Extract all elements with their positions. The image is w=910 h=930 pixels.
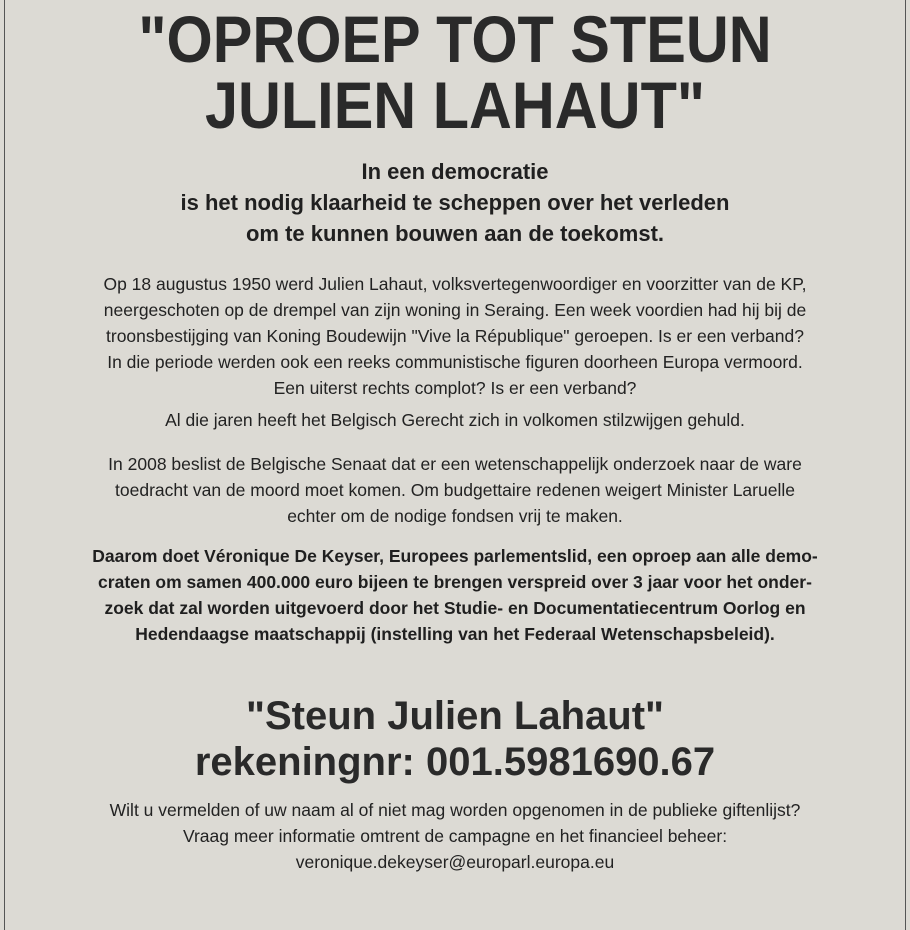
paragraph-line: In die periode werden ook een reeks communistische figuren doorheen Europa vermoord. — [107, 352, 803, 372]
subheading-line: is het nodig klaarheid te scheppen over het verleden — [180, 190, 730, 215]
appeal-line: craten om samen 400.000 euro bijeen te brengen verspreid over 3 jaar voor het onder- — [98, 572, 812, 592]
paragraph-line: In 2008 beslist de Belgische Senaat dat er een wetenschappelijk onderzoek naar de ware — [108, 454, 802, 474]
headline-line: JULIEN LAHAUT" — [204, 68, 706, 142]
contact-email: veronique.dekeyser@europarl.europa.eu — [295, 852, 615, 872]
slogan — [5, 693, 905, 785]
footer-line: Vraag meer informatie omtrent de campagne en het financieel beheer: — [182, 826, 728, 846]
paragraph-line: troonsbestijging van Koning Boudewijn "Vive la République" geroepen. Is er een verband? — [106, 326, 804, 346]
subheading — [5, 156, 905, 249]
advertisement — [4, 0, 906, 930]
subheading-line: om te kunnen bouwen aan de toekomst. — [245, 221, 665, 246]
paragraph-line: neergeschoten op de drempel van zijn woning in Seraing. Een week voordien had hij bij de — [103, 300, 807, 320]
appeal-paragraph — [5, 543, 905, 647]
paragraph-line: toedracht van de moord moet komen. Om budgettaire redenen weigert Minister Laruelle — [115, 480, 795, 500]
paragraph-line: Al die jaren heeft het Belgisch Gerecht zich in volkomen stilzwijgen gehuld. — [165, 410, 745, 430]
footer-line: Wilt u vermelden of uw naam al of niet mag worden opgenomen in de publieke giftenlijst? — [109, 800, 801, 820]
slogan-title: "Steun Julien Lahaut" — [246, 694, 664, 738]
paragraph-line: Op 18 augustus 1950 werd Julien Lahaut, volksvertegenwoordiger en voorzitter van de KP, — [103, 274, 807, 294]
subheading-line: In een democratie — [361, 159, 549, 184]
headline-line: "OPROEP TOT STEUN — [138, 2, 772, 76]
headline — [50, 2, 860, 142]
paragraph-line: Een uiterst rechts complot? Is er een verband? — [273, 378, 637, 398]
paragraph-senate — [5, 451, 905, 529]
paragraph-silence — [5, 407, 905, 433]
appeal-line: zoek dat zal worden uitgevoerd door het Studie- en Documentatiecentrum Oorlog en — [104, 598, 806, 618]
paragraph-history — [5, 271, 905, 401]
appeal-line: Hedendaagse maatschappij (instelling van het Federaal Wetenschapsbeleid). — [135, 624, 775, 644]
bank-account-number: rekeningnr: 001.5981690.67 — [194, 740, 716, 784]
appeal-line: Daarom doet Véronique De Keyser, Europees parlementslid, een oproep aan alle demo- — [92, 546, 818, 566]
footer-info — [5, 797, 905, 875]
paragraph-line: echter om de nodige fondsen vrij te maken. — [287, 506, 623, 526]
